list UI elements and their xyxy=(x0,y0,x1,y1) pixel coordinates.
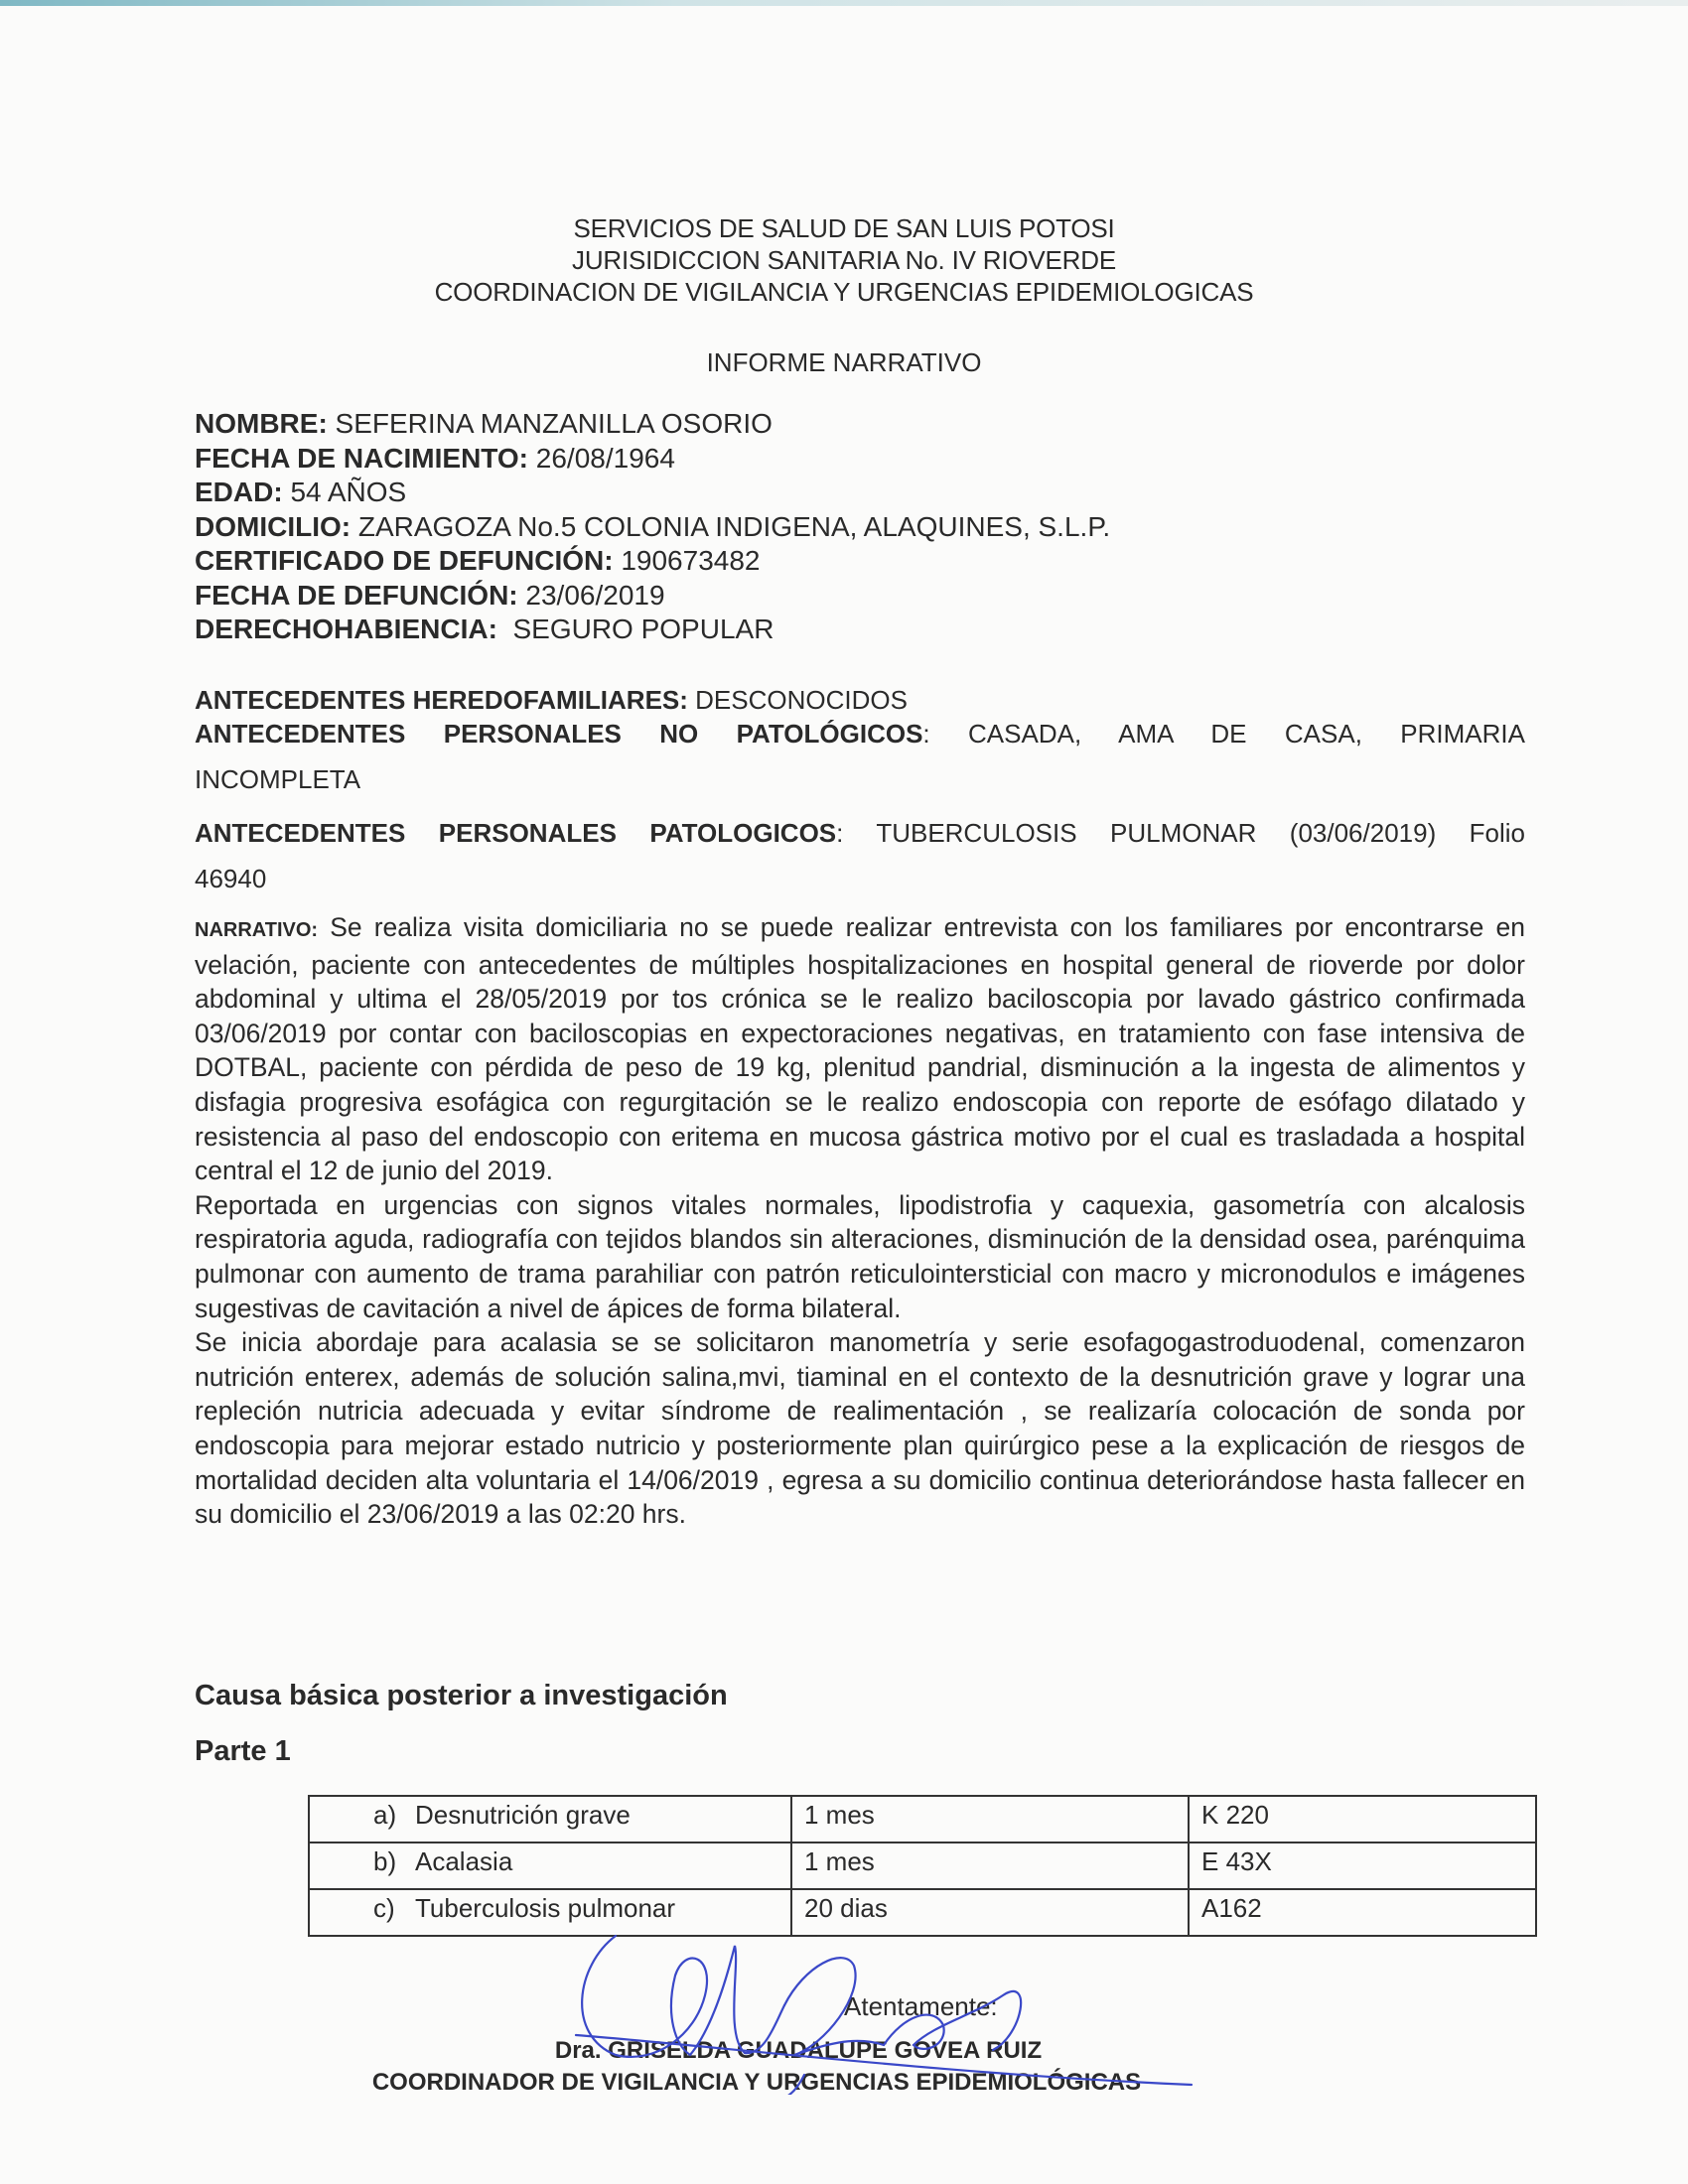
field-derechohabiencia xyxy=(195,613,1525,647)
antecedentes-heredofamiliares xyxy=(195,683,1525,717)
cause-text: Tuberculosis pulmonar xyxy=(415,1893,676,1923)
header-line-2: JURISIDICCION SANITARIA No. IV RIOVERDE xyxy=(572,245,1116,275)
antecedentes-patologicos xyxy=(195,816,1525,850)
time-cell: 20 dias xyxy=(791,1889,1189,1936)
label: ANTECEDENTES PERSONALES NO PATOLÓGICOS xyxy=(195,719,923,749)
narrativo xyxy=(195,910,1525,1532)
field-nombre xyxy=(195,407,1525,442)
code-cell: E 43X xyxy=(1189,1843,1536,1889)
patient-info xyxy=(195,407,1525,647)
narrativo-paragraph-1 xyxy=(195,910,1525,1188)
document-title: INFORME NARRATIVO xyxy=(706,347,982,377)
table-row xyxy=(309,1796,1536,1843)
field-value: ZARAGOZA No.5 COLONIA INDIGENA, ALAQUINES, S.L.P. xyxy=(351,510,1111,542)
cause-cell xyxy=(309,1796,791,1843)
field-value: SEGURO POPULAR xyxy=(496,614,774,644)
value: DESCONOCIDOS xyxy=(687,685,908,715)
row-letter: b) xyxy=(373,1846,397,1876)
cause-text: Desnutrición grave xyxy=(415,1800,631,1830)
field-label: EDAD: xyxy=(195,477,283,507)
code-cell: A162 xyxy=(1189,1889,1536,1936)
field-value: SEFERINA MANZANILLA OSORIO xyxy=(327,408,773,439)
table-row xyxy=(309,1889,1536,1936)
table-row xyxy=(309,1843,1536,1889)
field-domicilio xyxy=(195,510,1525,545)
antecedentes-no-patologicos xyxy=(195,717,1525,751)
closing: Atentamente: xyxy=(844,1991,998,2021)
document-header xyxy=(0,212,1688,308)
value: : CASADA, AMA DE CASA, PRIMARIA xyxy=(922,719,1525,749)
row-letter: c) xyxy=(373,1893,395,1923)
signer-position-wrap xyxy=(0,2069,1255,2097)
code-cell: K 220 xyxy=(1189,1796,1536,1843)
header-line-1: SERVICIOS DE SALUD DE SAN LUIS POTOSI xyxy=(573,213,1115,243)
field-fecha-nacimiento xyxy=(195,442,1525,477)
narrativo-paragraph-3: Se inicia abordaje para acalasia se se solicitaron manometría y serie esofagogastroduodenal, comenzaron nutrición enterex, además de solución salina,mvi, tiaminal en el contexto de la desnutrición grave y lograr una repleción nutricia adecuada y evitar síndrome de realimentación , se realizaría colocación de sonda por endoscopia para mejorar estado nutricio y posteriormente plan quirúrgico pese a la explicación de riesgos de mortalidad deciden alta voluntaria el 14/06/2019 , egresa a su domicilio continua deteriorándose hasta fallecer en su domicilio el 23/06/2019 a las 02:20 hrs. xyxy=(195,1327,1525,1530)
label: ANTECEDENTES PERSONALES PATOLOGICOS xyxy=(195,818,837,848)
field-label: FECHA DE NACIMIENTO: xyxy=(195,442,528,474)
cause-text: Acalasia xyxy=(415,1846,513,1876)
row-letter: a) xyxy=(373,1800,397,1830)
value: : TUBERCULOSIS PULMONAR (03/06/2019) Folio xyxy=(836,818,1526,848)
causa-title: Causa básica posterior a investigación xyxy=(195,1680,728,1711)
antecedentes xyxy=(195,683,1525,895)
causa-table xyxy=(308,1795,1537,1937)
field-value: 190673482 xyxy=(613,545,761,576)
scan-edge xyxy=(0,0,1688,6)
field-value: 54 AÑOS xyxy=(282,477,407,507)
signer-position: COORDINADOR DE VIGILANCIA Y URGENCIAS EPIDEMIOLÓGICAS xyxy=(371,2069,1142,2096)
label: ANTECEDENTES HEREDOFAMILIARES: xyxy=(195,685,688,715)
signer-name: Dra. GRISELDA GUADALUPE GOVEA RUIZ xyxy=(554,2037,1043,2064)
field-fecha-defuncion xyxy=(195,579,1525,614)
parte-label: Parte 1 xyxy=(195,1735,291,1767)
header-line-3: COORDINACION DE VIGILANCIA Y URGENCIAS EPIDEMIOLOGICAS xyxy=(434,277,1254,307)
field-value: 26/08/1964 xyxy=(528,442,675,474)
field-label: DERECHOHABIENCIA: xyxy=(195,614,497,644)
time-cell: 1 mes xyxy=(791,1843,1189,1889)
time-cell: 1 mes xyxy=(791,1796,1189,1843)
narrativo-label: NARRATIVO: xyxy=(195,919,319,941)
signer-name-wrap xyxy=(0,2037,1201,2065)
antecedentes-no-patologicos-cont: INCOMPLETA xyxy=(195,764,361,794)
cause-cell xyxy=(309,1843,791,1889)
field-certificado xyxy=(195,544,1525,579)
field-edad xyxy=(195,476,1525,510)
narrativo-paragraph-2: Reportada en urgencias con signos vitales normales, lipodistrofia y caquexia, gasometría con alcalosis respiratoria aguda, radiografía con tejidos blandos sin alteraciones, disminución de la densidad osea, parénquima pulmonar con aumento de trama parahiliar con patrón reticulointersticial con macro y micronodulos e imágenes sugestivas de cavitación a nivel de ápices de forma bilateral. xyxy=(195,1189,1525,1323)
field-label: FECHA DE DEFUNCIÓN: xyxy=(195,579,518,611)
field-label: NOMBRE: xyxy=(195,408,328,439)
field-label: CERTIFICADO DE DEFUNCIÓN: xyxy=(195,545,614,576)
field-label: DOMICILIO: xyxy=(195,510,352,542)
field-value: 23/06/2019 xyxy=(517,579,665,611)
cause-cell xyxy=(309,1889,791,1936)
antecedentes-patologicos-cont: 46940 xyxy=(195,864,267,893)
narrativo-text: Se realiza visita domiciliaria no se puede realizar entrevista con los familiares por encontrarse en velación, paciente con antecedentes de múltiples hospitalizaciones en hospital general de rioverde por dolor abdominal y ultima el 28/05/2019 por tos crónica se le realizo baciloscopia por lavado gástrico confirmada 03/06/2019 por contar con baciloscopias en expectoraciones negativas, en tratamiento con fase intensiva de DOTBAL, paciente con pérdida de peso de 19 kg, plenitud pandrial, disminución a la ingesta de alimentos y disfagia progresiva esofágica con regurgitación se le realizo endoscopia con reporte de esófago dilatado y resistencia al paso del endoscopio con eritema en mucosa gástrica motivo por el cual es trasladada a hospital central el 12 de junio del 2019. xyxy=(195,912,1525,1186)
